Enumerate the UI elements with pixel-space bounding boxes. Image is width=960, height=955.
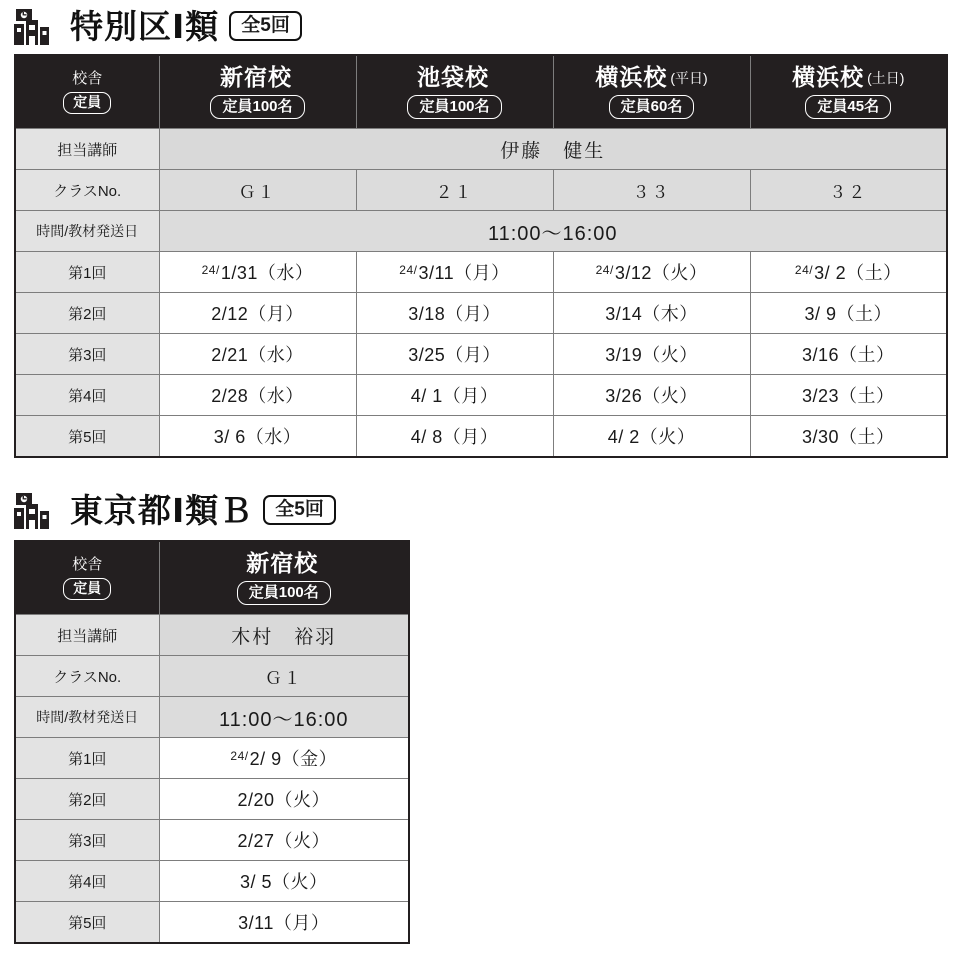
table-header-row: [15, 541, 409, 615]
time-value: 11:00〜16:00: [159, 697, 409, 738]
session-date-4-3: 3/26（火）: [553, 375, 750, 416]
time-value: 11:00〜16:00: [159, 211, 947, 252]
header-campus-3: [553, 55, 750, 129]
classno-value-2: ２１: [356, 170, 553, 211]
row-label-instructor: 担当講師: [15, 615, 159, 656]
session-date-3-4: 3/16（土）: [750, 334, 947, 375]
campus-name-3: 横浜校: [595, 64, 668, 91]
session-date-4-1: 3/ 5（火）: [159, 861, 409, 902]
header-corner-pill: 定員: [63, 578, 111, 600]
campus-capacity-4: 定員45名: [805, 95, 891, 119]
session-date-4-4: 3/23（土）: [750, 375, 947, 416]
table-row: [15, 334, 947, 375]
session-label-4: 第4回: [15, 861, 159, 902]
section-badge: 全5回: [229, 11, 302, 41]
session-date-1-1: [159, 252, 356, 293]
date-text: 1/31（水）: [220, 263, 314, 283]
table-row: [15, 252, 947, 293]
row-label-classno: クラスNo.: [15, 656, 159, 697]
table-row-time: [15, 211, 947, 252]
date-text: 3/ 2（土）: [814, 263, 902, 283]
session-label-2: 第2回: [15, 779, 159, 820]
table-row: [15, 820, 409, 861]
campus-capacity-3: 定員60名: [609, 95, 695, 119]
session-date-2-1: 2/20（火）: [159, 779, 409, 820]
table-row: [15, 416, 947, 458]
section-title: 特別区Ⅰ類: [70, 7, 220, 45]
row-label-instructor: 担当講師: [15, 129, 159, 170]
table-row: [15, 293, 947, 334]
row-label-time: 時間/教材発送日: [15, 211, 159, 252]
table-row: [15, 902, 409, 944]
table-row-time: [15, 697, 409, 738]
header-corner-pill: 定員: [63, 92, 111, 114]
year-prefix: 24/: [794, 263, 814, 277]
session-date-2-4: 3/ 9（土）: [750, 293, 947, 334]
classno-value-3: ３３: [553, 170, 750, 211]
header-campus-1: [159, 541, 409, 615]
header-corner-cell: [15, 541, 159, 615]
date-text: 3/11（月）: [418, 263, 510, 283]
session-date-1-4: [750, 252, 947, 293]
session-date-5-1: 3/ 6（水）: [159, 416, 356, 458]
instructor-value: 木村 裕羽: [159, 615, 409, 656]
building-icon: [14, 7, 60, 45]
campus-name-1: 新宿校: [220, 64, 292, 91]
session-label-2: 第2回: [15, 293, 159, 334]
instructor-value: 伊藤 健生: [159, 129, 947, 170]
session-date-2-3: 3/14（木）: [553, 293, 750, 334]
session-date-3-3: 3/19（火）: [553, 334, 750, 375]
session-label-4: 第4回: [15, 375, 159, 416]
header-corner-label: 校舎: [72, 70, 103, 88]
date-text: 2/ 9（金）: [249, 749, 338, 769]
session-date-2-1: 2/12（月）: [159, 293, 356, 334]
table-row-classno: [15, 170, 947, 211]
table-row: [15, 738, 409, 779]
year-prefix: 24/: [230, 749, 249, 763]
session-label-3: 第3回: [15, 820, 159, 861]
session-date-1-3: [553, 252, 750, 293]
campus-name-4: 横浜校: [792, 64, 865, 91]
session-date-4-2: 4/ 1（月）: [356, 375, 553, 416]
session-date-5-1: 3/11（月）: [159, 902, 409, 944]
campus-sub-3: (平日): [670, 70, 708, 87]
session-date-3-2: 3/25（月）: [356, 334, 553, 375]
header-campus-1: [159, 55, 356, 129]
table-row-instructor: [15, 615, 409, 656]
building-icon: [14, 491, 60, 529]
date-text: 3/12（火）: [614, 263, 708, 283]
session-date-1-1: [159, 738, 409, 779]
schedule-table-tokyo: [14, 540, 410, 944]
table-row-instructor: [15, 129, 947, 170]
schedule-table-tokubetsu: [14, 54, 948, 458]
classno-value-1: Ｇ１: [159, 656, 409, 697]
section-header-tokubetsu: [14, 0, 946, 52]
campus-name-1: 新宿校: [246, 550, 319, 577]
classno-value-1: Ｇ１: [159, 170, 356, 211]
campus-capacity-1: 定員100名: [237, 581, 331, 605]
table-header-row: [15, 55, 947, 129]
classno-value-4: ３２: [750, 170, 947, 211]
year-prefix: 24/: [399, 263, 418, 277]
session-date-2-2: 3/18（月）: [356, 293, 553, 334]
session-label-1: 第1回: [15, 252, 159, 293]
table-row: [15, 779, 409, 820]
session-label-5: 第5回: [15, 902, 159, 944]
section-title: 東京都Ⅰ類Ｂ: [70, 491, 254, 529]
header-campus-2: [356, 55, 553, 129]
session-date-1-2: [356, 252, 553, 293]
header-corner-label: 校舎: [72, 556, 103, 574]
table-row: [15, 861, 409, 902]
session-date-4-1: 2/28（水）: [159, 375, 356, 416]
table-row-classno: [15, 656, 409, 697]
year-prefix: 24/: [595, 263, 614, 277]
row-label-time: 時間/教材発送日: [15, 697, 159, 738]
section-tokyo: [0, 482, 960, 944]
section-header-tokyo: [14, 482, 946, 538]
section-tokubetsu: [0, 0, 960, 458]
session-date-3-1: 2/27（火）: [159, 820, 409, 861]
campus-capacity-2: 定員100名: [407, 95, 501, 119]
row-label-classno: クラスNo.: [15, 170, 159, 211]
section-badge: 全5回: [263, 495, 336, 525]
campus-capacity-1: 定員100名: [210, 95, 304, 119]
session-date-5-4: 3/30（土）: [750, 416, 947, 458]
campus-sub-4: (土日): [867, 70, 905, 87]
header-campus-4: [750, 55, 947, 129]
campus-name-2: 池袋校: [417, 64, 489, 91]
year-prefix: 24/: [201, 263, 220, 277]
session-label-3: 第3回: [15, 334, 159, 375]
session-label-1: 第1回: [15, 738, 159, 779]
table-row: [15, 375, 947, 416]
header-corner-cell: [15, 55, 159, 129]
session-label-5: 第5回: [15, 416, 159, 458]
session-date-5-2: 4/ 8（月）: [356, 416, 553, 458]
session-date-5-3: 4/ 2（火）: [553, 416, 750, 458]
session-date-3-1: 2/21（水）: [159, 334, 356, 375]
